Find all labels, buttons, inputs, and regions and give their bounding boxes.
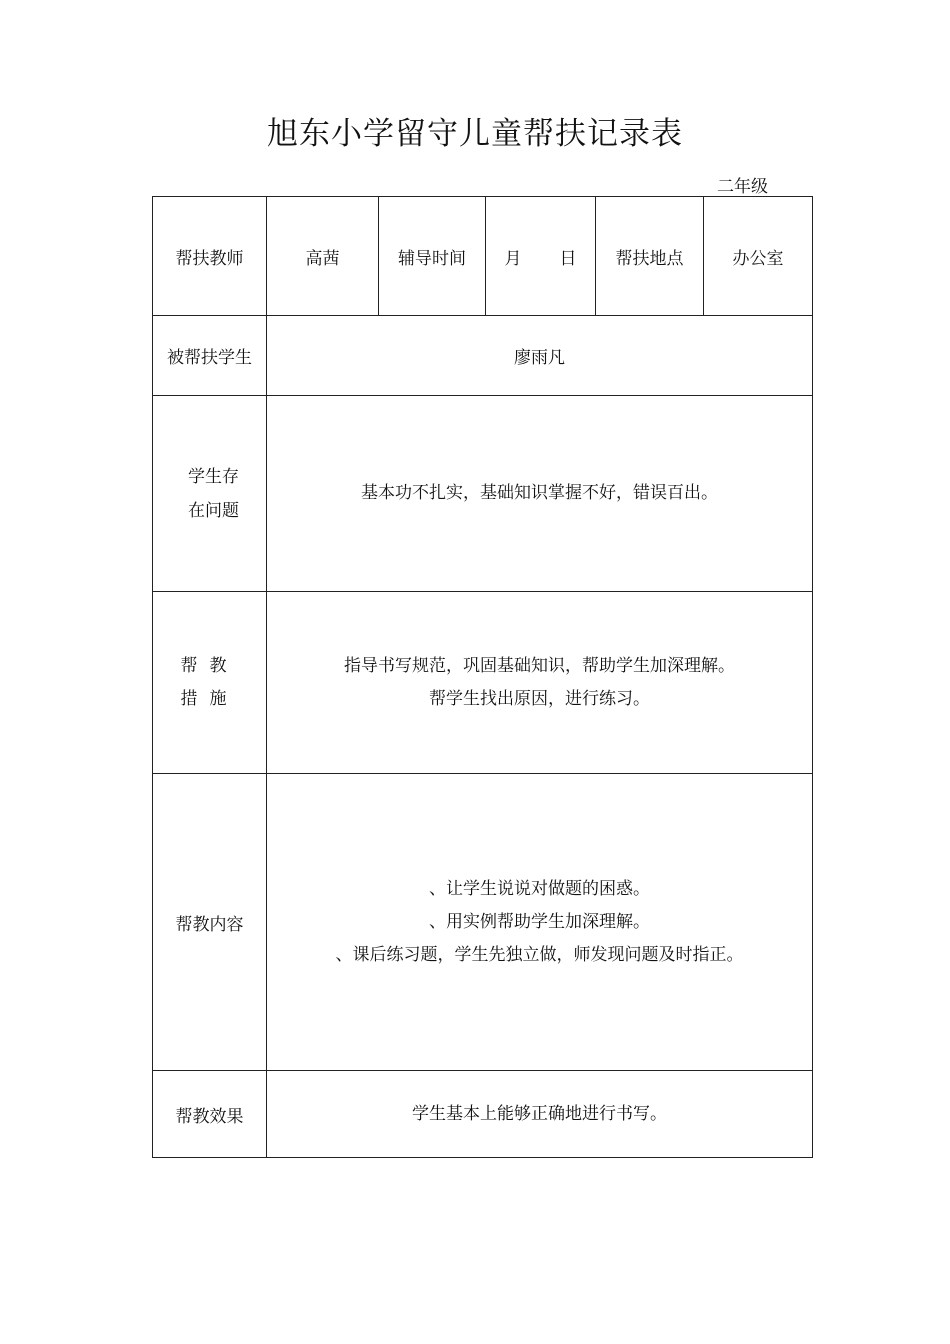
- table-row: [153, 197, 813, 316]
- problems-label-line1: 学生存: [188, 466, 239, 487]
- measures-label-line2: 措施: [180, 688, 239, 709]
- effect-text-cell: [267, 1071, 813, 1158]
- student-value-cell: [267, 316, 813, 396]
- page-title: 旭东小学留守儿童帮扶记录表: [267, 116, 683, 152]
- measures-text-cell: [267, 592, 813, 774]
- student-value: 廖雨凡: [514, 348, 565, 368]
- content-line-1: 、让学生说说对做题的困惑。: [429, 878, 650, 899]
- time-label: 辅导时间: [398, 248, 466, 269]
- measures-line-2: 帮学生找出原因，进行练习。: [429, 688, 650, 709]
- teacher-value-cell: [267, 197, 379, 316]
- place-label-cell: [596, 197, 704, 316]
- content-label-cell: [153, 774, 267, 1071]
- measures-label-line1: 帮教: [180, 655, 239, 676]
- place-label: 帮扶地点: [615, 248, 684, 269]
- table-row: [153, 592, 813, 774]
- content-text-cell: [267, 774, 813, 1071]
- effect-label: 帮教效果: [175, 1106, 244, 1127]
- table-row: [153, 316, 813, 396]
- place-value: 办公室: [732, 248, 784, 269]
- month-label: 月: [504, 248, 522, 269]
- teacher-label-cell: [153, 197, 267, 316]
- effect-text: 学生基本上能够正确地进行书写。: [412, 1103, 667, 1124]
- day-label: 日: [559, 248, 577, 269]
- table-row: [153, 396, 813, 592]
- problems-text-cell: [267, 396, 813, 592]
- table-row: [153, 1071, 813, 1158]
- table-row: [153, 774, 813, 1071]
- content-line-2: 、用实例帮助学生加深理解。: [429, 911, 650, 932]
- measures-label-cell: [153, 592, 267, 774]
- measures-line-1: 指导书写规范，巩固基础知识，帮助学生加深理解。: [344, 655, 735, 676]
- effect-label-cell: [153, 1071, 267, 1158]
- measures-label: [181, 650, 239, 716]
- grade-label: 二年级: [717, 177, 768, 197]
- problems-text: 基本功不扎实，基础知识掌握不好，错误百出。: [361, 483, 718, 503]
- content-line-3: 、课后练习题，学生先独立做，师发现问题及时指正。: [335, 944, 744, 965]
- content-label: 帮教内容: [175, 914, 244, 935]
- problems-label: [188, 460, 239, 528]
- teacher-label: 帮扶教师: [175, 248, 244, 269]
- problems-label-line2: 在问题: [188, 500, 239, 521]
- time-label-cell: [379, 197, 486, 316]
- date-value: [505, 249, 577, 269]
- place-value-cell: [704, 197, 813, 316]
- student-label: 被帮扶学生: [167, 348, 252, 368]
- record-table: [152, 196, 813, 1158]
- problems-label-cell: [153, 396, 267, 592]
- student-label-cell: [153, 316, 267, 396]
- time-value-cell: [486, 197, 596, 316]
- teacher-value: 高茜: [305, 248, 340, 269]
